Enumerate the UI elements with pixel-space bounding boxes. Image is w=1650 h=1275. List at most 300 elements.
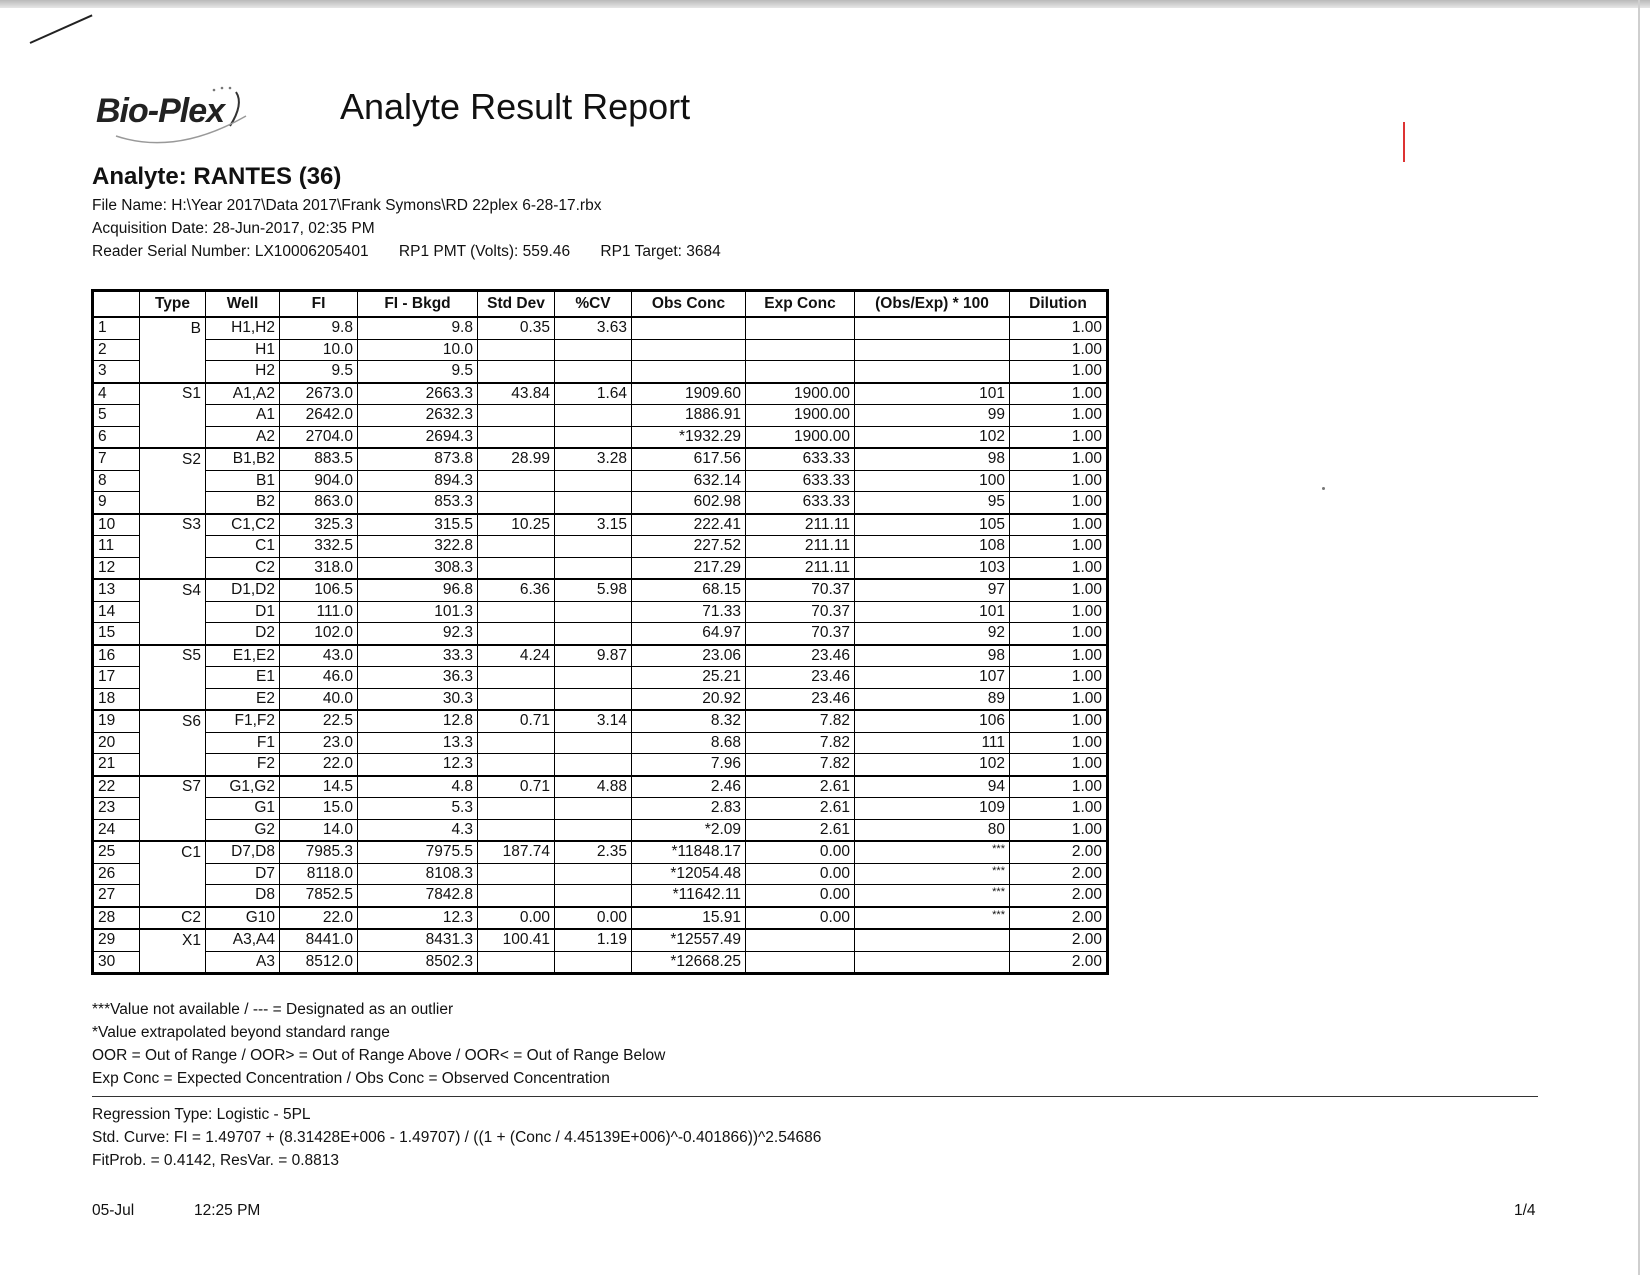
table-cell: C2 [140, 907, 206, 930]
table-cell: A3,A4 [206, 929, 280, 951]
table-cell: 71.33 [632, 601, 746, 623]
table-cell: 2.61 [746, 776, 855, 798]
table-row [93, 732, 1108, 754]
table-cell [140, 667, 206, 689]
table-cell: *11642.11 [632, 885, 746, 907]
table-cell: 14 [93, 601, 140, 623]
table-cell: D2 [206, 623, 280, 645]
table-cell: 105 [855, 514, 1010, 536]
table-cell [555, 667, 632, 689]
table-row [93, 492, 1108, 514]
table-cell: 9.8 [358, 317, 478, 339]
table-cell: 2.00 [1010, 907, 1108, 930]
table-cell: 15.0 [280, 798, 358, 820]
column-header: FI - Bkgd [358, 291, 478, 318]
table-cell: 3.63 [555, 317, 632, 339]
reader-info-line [92, 243, 721, 261]
table-cell: 30 [93, 951, 140, 974]
table-cell: F2 [206, 754, 280, 776]
table-cell: C1 [140, 841, 206, 863]
table-cell: 9.8 [280, 317, 358, 339]
table-cell: 187.74 [478, 841, 555, 863]
table-cell: 111 [855, 732, 1010, 754]
table-cell: 8502.3 [358, 951, 478, 974]
table-cell [855, 317, 1010, 339]
table-cell: 43.84 [478, 383, 555, 405]
table-cell: 29 [93, 929, 140, 951]
table-cell: *** [855, 863, 1010, 885]
table-cell: 1.00 [1010, 339, 1108, 361]
table-cell: 633.33 [746, 492, 855, 514]
table-cell: 8 [93, 470, 140, 492]
table-cell: F1,F2 [206, 710, 280, 732]
table-cell: 315.5 [358, 514, 478, 536]
table-row [93, 819, 1108, 841]
table-cell: 101.3 [358, 601, 478, 623]
table-cell: 3 [93, 361, 140, 383]
table-cell [555, 951, 632, 974]
table-row [93, 863, 1108, 885]
table-cell: 0.00 [746, 841, 855, 863]
table-row [93, 798, 1108, 820]
table-cell: 632.14 [632, 470, 746, 492]
table-cell: 1.00 [1010, 688, 1108, 710]
table-cell: 102 [855, 426, 1010, 448]
table-cell: 70.37 [746, 601, 855, 623]
table-cell: *** [855, 885, 1010, 907]
table-cell: 0.00 [478, 907, 555, 930]
note-line: OOR = Out of Range / OOR> = Out of Range Above / OOR< = Out of Range Below [92, 1047, 666, 1064]
table-row [93, 688, 1108, 710]
table-cell: 211.11 [746, 557, 855, 579]
column-header: Exp Conc [746, 291, 855, 318]
table-cell [555, 361, 632, 383]
std-curve: Std. Curve: FI = 1.49707 + (8.31428E+006 - 1.49707) / ((1 + (Conc / 4.45139E+006)^-0.401866))^2.54686 [92, 1129, 822, 1146]
column-header: (Obs/Exp) * 100 [855, 291, 1010, 318]
table-cell [746, 361, 855, 383]
table-cell: 2.35 [555, 841, 632, 863]
table-cell: 0.35 [478, 317, 555, 339]
table-cell: 7 [93, 448, 140, 470]
table-cell: B1,B2 [206, 448, 280, 470]
table-cell: 21 [93, 754, 140, 776]
table-cell: *11848.17 [632, 841, 746, 863]
table-cell [555, 754, 632, 776]
scan-speck [1322, 487, 1325, 490]
table-cell: C1 [206, 536, 280, 558]
table-cell: 27 [93, 885, 140, 907]
column-header: Dilution [1010, 291, 1108, 318]
table-cell: 1.00 [1010, 623, 1108, 645]
table-cell [140, 732, 206, 754]
table-cell: 28.99 [478, 448, 555, 470]
table-cell: D1 [206, 601, 280, 623]
table-cell: 12 [93, 557, 140, 579]
table-cell: 23.06 [632, 645, 746, 667]
table-cell: 109 [855, 798, 1010, 820]
table-cell: *2.09 [632, 819, 746, 841]
table-cell: 1.00 [1010, 667, 1108, 689]
table-cell: 0.00 [746, 885, 855, 907]
rp1-target: RP1 Target: 3684 [600, 243, 721, 260]
table-cell [478, 951, 555, 974]
table-cell: 92 [855, 623, 1010, 645]
table-cell [140, 798, 206, 820]
table-cell: 20.92 [632, 688, 746, 710]
table-cell: 40.0 [280, 688, 358, 710]
table-header-row [93, 291, 1108, 318]
table-cell: 100 [855, 470, 1010, 492]
table-cell: 2.61 [746, 798, 855, 820]
table-cell: 227.52 [632, 536, 746, 558]
table-cell [478, 426, 555, 448]
table-cell: 0.00 [746, 863, 855, 885]
table-cell: 8.68 [632, 732, 746, 754]
table-cell: 46.0 [280, 667, 358, 689]
table-cell: 20 [93, 732, 140, 754]
table-cell: A2 [206, 426, 280, 448]
table-cell [746, 929, 855, 951]
table-row [93, 579, 1108, 601]
table-cell: 98 [855, 645, 1010, 667]
table-cell: 6 [93, 426, 140, 448]
table-cell [478, 405, 555, 427]
table-cell: 1.00 [1010, 405, 1108, 427]
table-cell: 1.00 [1010, 317, 1108, 339]
table-cell: 107 [855, 667, 1010, 689]
report-title: Analyte Result Report [340, 86, 691, 127]
table-cell [632, 317, 746, 339]
table-cell: 7.82 [746, 732, 855, 754]
table-cell: 43.0 [280, 645, 358, 667]
table-cell [746, 339, 855, 361]
table-cell [478, 623, 555, 645]
table-cell: 0.00 [555, 907, 632, 930]
table-cell: D1,D2 [206, 579, 280, 601]
table-cell: 30.3 [358, 688, 478, 710]
table-cell [478, 667, 555, 689]
scan-right-edge [1638, 0, 1640, 1275]
table-cell [555, 863, 632, 885]
table-cell [555, 492, 632, 514]
table-cell: 873.8 [358, 448, 478, 470]
table-row [93, 405, 1108, 427]
table-cell: H1 [206, 339, 280, 361]
table-cell: 1.00 [1010, 819, 1108, 841]
table-cell: 1.00 [1010, 798, 1108, 820]
table-cell: 28 [93, 907, 140, 930]
table-cell: 2673.0 [280, 383, 358, 405]
table-cell: 19 [93, 710, 140, 732]
table-cell: 95 [855, 492, 1010, 514]
table-cell: 211.11 [746, 536, 855, 558]
table-cell: 2694.3 [358, 426, 478, 448]
table-cell: 1.00 [1010, 754, 1108, 776]
table-cell: 1.00 [1010, 710, 1108, 732]
legend-notes [92, 998, 665, 1090]
table-cell: 318.0 [280, 557, 358, 579]
table-cell: D7,D8 [206, 841, 280, 863]
table-cell [478, 688, 555, 710]
table-cell: 6.36 [478, 579, 555, 601]
table-cell: 332.5 [280, 536, 358, 558]
column-header: Std Dev [478, 291, 555, 318]
regression-type: Regression Type: Logistic - 5PL [92, 1106, 311, 1123]
table-cell: 4.3 [358, 819, 478, 841]
table-cell: 98 [855, 448, 1010, 470]
table-cell: 2.00 [1010, 929, 1108, 951]
table-cell: 94 [855, 776, 1010, 798]
table-cell: H1,H2 [206, 317, 280, 339]
table-cell: 1.00 [1010, 426, 1108, 448]
column-header: Obs Conc [632, 291, 746, 318]
table-cell: 10 [93, 514, 140, 536]
table-cell: 23.0 [280, 732, 358, 754]
table-cell: 2.83 [632, 798, 746, 820]
table-cell: 106 [855, 710, 1010, 732]
table-cell: 1.00 [1010, 514, 1108, 536]
table-row [93, 951, 1108, 974]
table-cell [140, 339, 206, 361]
table-cell: 617.56 [632, 448, 746, 470]
table-cell [555, 798, 632, 820]
table-cell: 33.3 [358, 645, 478, 667]
table-cell: 1.00 [1010, 470, 1108, 492]
table-cell: 16 [93, 645, 140, 667]
table-row [93, 645, 1108, 667]
table-cell: G1 [206, 798, 280, 820]
table-cell: 70.37 [746, 579, 855, 601]
table-cell: 1.00 [1010, 645, 1108, 667]
table-cell: 8.32 [632, 710, 746, 732]
table-cell [140, 688, 206, 710]
table-cell [140, 361, 206, 383]
table-cell: 108 [855, 536, 1010, 558]
table-cell [555, 426, 632, 448]
table-cell: 1.00 [1010, 557, 1108, 579]
table-cell: 1.19 [555, 929, 632, 951]
table-cell: 13 [93, 579, 140, 601]
table-cell: 9.5 [280, 361, 358, 383]
table-cell: F1 [206, 732, 280, 754]
table-cell: 1.00 [1010, 361, 1108, 383]
table-cell [555, 623, 632, 645]
table-cell [478, 339, 555, 361]
table-row [93, 885, 1108, 907]
table-cell: 22 [93, 776, 140, 798]
table-cell: 89 [855, 688, 1010, 710]
column-header: Type [140, 291, 206, 318]
table-cell: 92.3 [358, 623, 478, 645]
table-cell: A1 [206, 405, 280, 427]
table-cell: 68.15 [632, 579, 746, 601]
table-cell: B2 [206, 492, 280, 514]
column-header [93, 291, 140, 318]
table-cell: 5.3 [358, 798, 478, 820]
table-cell [855, 339, 1010, 361]
table-cell: S7 [140, 776, 206, 798]
analyte-heading: Analyte: RANTES (36) [92, 163, 342, 190]
table-cell [746, 951, 855, 974]
table-cell [140, 951, 206, 974]
table-row [93, 536, 1108, 558]
table-row [93, 929, 1108, 951]
table-cell [140, 557, 206, 579]
table-cell: 106.5 [280, 579, 358, 601]
table-cell: 2.61 [746, 819, 855, 841]
note-line: Exp Conc = Expected Concentration / Obs Conc = Observed Concentration [92, 1070, 610, 1087]
results-table [91, 289, 1109, 975]
table-cell [140, 863, 206, 885]
table-row [93, 470, 1108, 492]
table-cell: 2 [93, 339, 140, 361]
table-row [93, 339, 1108, 361]
table-cell: 7842.8 [358, 885, 478, 907]
table-row [93, 710, 1108, 732]
table-cell [478, 754, 555, 776]
table-cell [478, 557, 555, 579]
table-cell [478, 492, 555, 514]
table-cell [140, 405, 206, 427]
table-cell: 14.0 [280, 819, 358, 841]
table-cell [555, 557, 632, 579]
table-row [93, 623, 1108, 645]
table-cell: 1.64 [555, 383, 632, 405]
table-cell [555, 601, 632, 623]
table-cell: *12668.25 [632, 951, 746, 974]
table-row [93, 907, 1108, 930]
reader-serial: Reader Serial Number: LX10006205401 [92, 243, 369, 260]
table-cell: 4 [93, 383, 140, 405]
table-row [93, 776, 1108, 798]
table-cell: 15.91 [632, 907, 746, 930]
table-cell: 13.3 [358, 732, 478, 754]
rp1-pmt: RP1 PMT (Volts): 559.46 [398, 243, 571, 260]
table-cell: 217.29 [632, 557, 746, 579]
column-header: Well [206, 291, 280, 318]
table-cell: 4.8 [358, 776, 478, 798]
column-header: %CV [555, 291, 632, 318]
table-cell [555, 536, 632, 558]
table-cell: 2.00 [1010, 951, 1108, 974]
table-cell: 1.00 [1010, 448, 1108, 470]
table-cell: 0.00 [746, 907, 855, 930]
table-cell: *12054.48 [632, 863, 746, 885]
table-cell: B1 [206, 470, 280, 492]
table-cell: 96.8 [358, 579, 478, 601]
table-cell: 863.0 [280, 492, 358, 514]
table-cell: 2.00 [1010, 863, 1108, 885]
table-cell: 853.3 [358, 492, 478, 514]
table-cell [478, 601, 555, 623]
table-cell: 5 [93, 405, 140, 427]
table-cell [855, 361, 1010, 383]
table-cell: 26 [93, 863, 140, 885]
table-cell: 18 [93, 688, 140, 710]
table-cell: *1932.29 [632, 426, 746, 448]
table-cell: 1.00 [1010, 383, 1108, 405]
table-cell [140, 470, 206, 492]
table-row [93, 841, 1108, 863]
table-cell: S2 [140, 448, 206, 470]
table-row [93, 514, 1108, 536]
table-cell [632, 339, 746, 361]
table-cell: 8512.0 [280, 951, 358, 974]
table-cell: *** [855, 907, 1010, 930]
table-cell [746, 317, 855, 339]
table-cell: G2 [206, 819, 280, 841]
table-cell: 904.0 [280, 470, 358, 492]
table-cell: S6 [140, 710, 206, 732]
table-cell [555, 885, 632, 907]
acquisition-date: Acquisition Date: 28-Jun-2017, 02:35 PM [92, 220, 375, 237]
table-cell [478, 732, 555, 754]
table-cell: 11 [93, 536, 140, 558]
table-cell: 1.00 [1010, 492, 1108, 514]
table-row [93, 448, 1108, 470]
brand-name: Bio-Plex [96, 92, 225, 130]
table-cell: 23.46 [746, 688, 855, 710]
footer-time: 12:25 PM [194, 1202, 261, 1219]
scan-top-edge [0, 0, 1650, 8]
table-cell: 4.24 [478, 645, 555, 667]
table-cell: 222.41 [632, 514, 746, 536]
table-cell: 101 [855, 383, 1010, 405]
table-row [93, 426, 1108, 448]
table-cell: 633.33 [746, 470, 855, 492]
table-cell: 36.3 [358, 667, 478, 689]
table-cell: 14.5 [280, 776, 358, 798]
table-cell: 2632.3 [358, 405, 478, 427]
table-cell: 22.5 [280, 710, 358, 732]
table-row [93, 317, 1108, 339]
table-cell [555, 339, 632, 361]
note-line: *Value extrapolated beyond standard range [92, 1024, 390, 1041]
table-cell [140, 601, 206, 623]
table-cell: 24 [93, 819, 140, 841]
table-cell: 1900.00 [746, 405, 855, 427]
table-row [93, 557, 1108, 579]
table-cell: D7 [206, 863, 280, 885]
table-cell: 25.21 [632, 667, 746, 689]
page-number: 1/4 [1514, 1202, 1536, 1219]
table-cell: 2.00 [1010, 841, 1108, 863]
table-cell [555, 688, 632, 710]
table-cell: 9 [93, 492, 140, 514]
table-cell: 64.97 [632, 623, 746, 645]
table-cell: 308.3 [358, 557, 478, 579]
table-cell: 8431.3 [358, 929, 478, 951]
table-cell: *** [855, 841, 1010, 863]
table-cell: 1.00 [1010, 579, 1108, 601]
table-cell: 10.0 [358, 339, 478, 361]
table-cell: 633.33 [746, 448, 855, 470]
table-cell [140, 623, 206, 645]
table-cell [478, 470, 555, 492]
table-cell [140, 492, 206, 514]
table-cell: 1.00 [1010, 776, 1108, 798]
table-cell: 23.46 [746, 645, 855, 667]
table-cell: 2642.0 [280, 405, 358, 427]
pen-mark [30, 14, 93, 43]
table-cell: 23 [93, 798, 140, 820]
table-row [93, 361, 1108, 383]
table-cell: 9.5 [358, 361, 478, 383]
table-cell: 894.3 [358, 470, 478, 492]
table-cell: 883.5 [280, 448, 358, 470]
table-cell: 0.71 [478, 710, 555, 732]
table-cell: 5.98 [555, 579, 632, 601]
